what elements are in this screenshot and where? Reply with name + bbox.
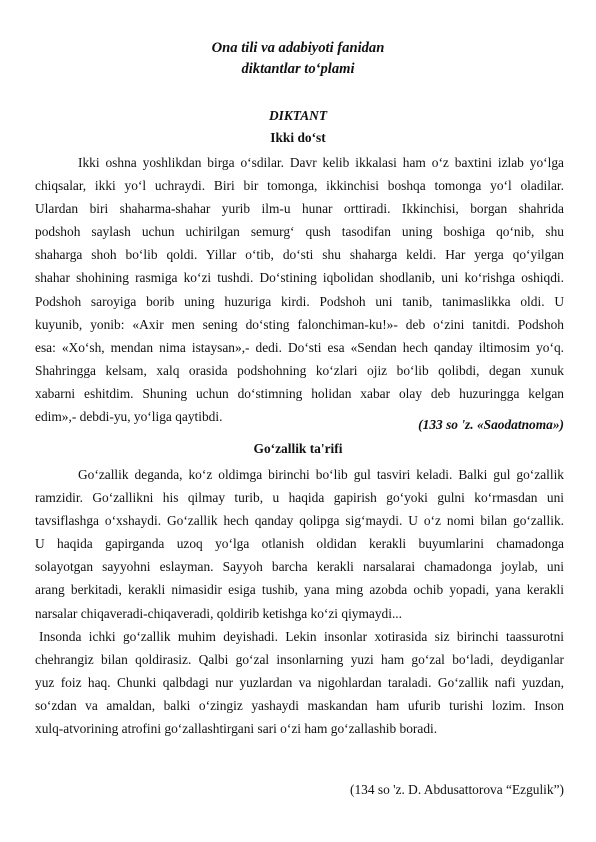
text-line: Go‘zallik deganda, ko‘z oldimga birinchi bo‘lib gul tasviri keladi. Balki gul go‘zallik bbox=[78, 467, 564, 482]
dictation2-source: (134 so 'z. D. Abdusattorova “Ezgulik”) bbox=[349, 782, 564, 797]
text-line: so‘zdan va amaldan, balki o‘zingiz yashaydi maskandan ham ufurib turishi lozim. Inson bbox=[35, 697, 564, 713]
text-line: xabarni eshitdim. Shuning uchun do‘stimning holidan xabar olay deb huzuringga kelgan bbox=[35, 385, 564, 401]
text-line: solayotgan sayyohni eslayman. Sayyoh barcha kerakli narsalarai chamadonga joylab, uni bbox=[35, 559, 564, 575]
dictation2-text bbox=[35, 463, 564, 740]
text-line: yuz foiz haq. Chunki qalbdagi nur yuzlardan va nigohlardan taraladi. Go‘zallik nafi yuzdan, bbox=[35, 674, 564, 690]
text-line: Shahringga kelsam, xalq orasida podshohning ko‘zlari ojiz bo‘lib qolibdi, degan xunuk bbox=[35, 362, 564, 378]
text-line: chehrangiz bilan qoldirasiz. Qalbi go‘zal insonlarning yuzi ham go‘zal bo‘ladi, deydiganlar bbox=[35, 651, 564, 667]
text-line: narsalar chiqaveradi-chiqaveradi, qoldirib ketishga ko‘zi qiymaydi... bbox=[35, 605, 402, 621]
text-line: shahar shohining rasmiga ko‘zi tushdi. Do‘stining iqbolidan shodlanib, uni ko‘rishga oshiqdi. bbox=[35, 270, 564, 286]
collection-title-line1: Ona tili va adabiyoti fanidan bbox=[211, 40, 385, 56]
text-line: shaharga shoh bo‘lib qoldi. Yillar o‘tib, do‘sti shu shaharga keldi. Har yerga qo‘yilgan bbox=[35, 247, 564, 263]
dictation-label: DIKTANT bbox=[268, 108, 328, 123]
text-line: edim»,- debdi-yu, yo‘liga qaytibdi. bbox=[35, 409, 223, 425]
text-line: Ulardan biri shaharma-shahar yurib ilm-u hunar orttiradi. Ikkinchisi, borgan shahrida bbox=[35, 201, 564, 217]
text-line: tavsiflashga o‘xshaydi. Go‘zallik hech qanday qolipga sig‘maydi. U o‘z nomi bilan go‘zallik. bbox=[35, 513, 564, 529]
text-line: kuyunib, yonib: «Axir men sening do‘sting falonchiman-ku!»- deb o‘zini tanitdi. Podshoh bbox=[35, 316, 564, 332]
text-line: xulq-atvorining atrofini go‘zallashtirgani sari o‘zi ham go‘zallashib boradi. bbox=[35, 721, 438, 737]
text-line: arang berkitadi, kerakli nimasidir esiga tushib, yana ming azobda ochib yopadi, yana kerakli bbox=[35, 582, 564, 598]
text-line: chiqsalar, ikki yo‘l uchraydi. Biri bir tomonga, ikkinchisi boshqa tomonga yo‘l oladilar. bbox=[35, 178, 564, 194]
dictation1-title: Ikki do‘st bbox=[270, 130, 326, 145]
text-line: U haqida gapirganda uzoq yo‘lga otlanish oldidan kerakli buyumlarini chamadonga bbox=[35, 536, 564, 552]
text-line: podshoh saylash uchun uchirilgan semurg‘ qush tasodifan uning boshiga qo‘nib, shu bbox=[35, 224, 564, 240]
collection-title-line2: diktantlar to‘plami bbox=[241, 61, 355, 77]
dictation1-text bbox=[35, 151, 564, 428]
text-line: Insonda ichki go‘zallik muhim deyishadi. Lekin insonlar xotirasida siz birinchi taassurotni bbox=[39, 628, 564, 644]
dictation1-source: (133 so 'z. «Saodatnoma») bbox=[418, 417, 564, 432]
dictation2-title: Go‘zallik ta'rifi bbox=[253, 441, 343, 456]
text-line: esa: «Xo‘sh, mendan nima istaysan»,- dedi. Do‘sti esa «Sendan hech qanday iltimosim yo‘q. bbox=[35, 339, 564, 355]
text-line: Ikki oshna yoshlikdan birga o‘sdilar. Davr kelib ikkalasi ham o‘z baxtini izlab yo‘lga bbox=[78, 155, 564, 170]
text-line: ramzidir. Go‘zallikni his qilmay turib, u haqida gapirish go‘yoki gulni ko‘rmasdan uni bbox=[35, 490, 564, 506]
text-line: Podshoh saroyiga borib uning huzuriga kirdi. Podshoh uni tanib, tanimaslikka oldi. U bbox=[35, 293, 564, 309]
